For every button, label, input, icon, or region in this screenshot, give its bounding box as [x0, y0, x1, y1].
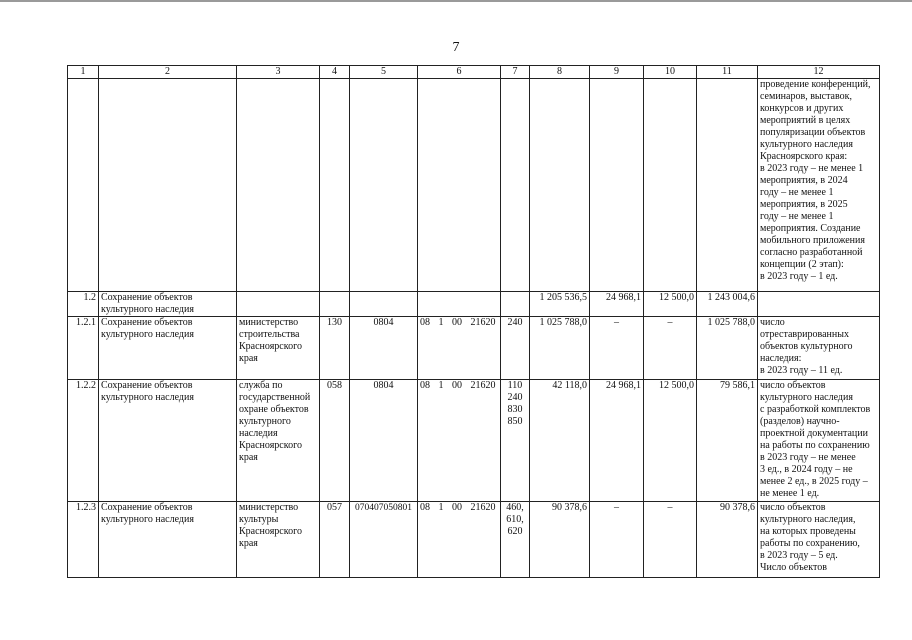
executor-cell: служба по государственной охране объектов культурного наследия Красноярского края — [237, 380, 320, 502]
csr-code: 08 1 00 21620 — [418, 317, 501, 380]
rzpr-code: 070407050801 — [350, 502, 418, 578]
column-number: 10 — [644, 66, 697, 79]
amount-2023: 1 025 788,0 — [530, 317, 590, 380]
amount-2024: 24 968,1 — [590, 292, 644, 317]
table-row — [68, 502, 880, 578]
amount-2025: – — [644, 317, 697, 380]
budget-table — [67, 65, 880, 578]
amount-2024: – — [590, 502, 644, 578]
csr-code: 08 1 00 21620 — [418, 502, 501, 578]
rzpr-code — [350, 292, 418, 317]
measure-name: Сохранение объектов культурного наследия — [99, 317, 237, 380]
column-number: 4 — [320, 66, 350, 79]
page-top-edge — [0, 0, 912, 2]
vr-code — [501, 292, 530, 317]
csr-code — [418, 292, 501, 317]
table-row — [68, 317, 880, 380]
column-number: 12 — [758, 66, 880, 79]
executor-cell — [237, 292, 320, 317]
csr-code: 08 1 00 21620 — [418, 380, 501, 502]
amount-2025: – — [644, 502, 697, 578]
indicator-cell — [758, 292, 880, 317]
grbs-code: 130 — [320, 317, 350, 380]
amount-total: 1 243 004,6 — [697, 292, 758, 317]
amount-total: 79 586,1 — [697, 380, 758, 502]
grbs-code: 058 — [320, 380, 350, 502]
item-number: 1.2.1 — [68, 317, 99, 380]
indicator-cell: число объектов культурного наследия с разработкой комплектов (разделов) научно- проектной документации на работы по сохранению в 2023 году – не менее 3 ед., в 2024 году – не менее 2 ед., в 2025 году – не менее 1 ед. — [758, 380, 880, 502]
column-number: 6 — [418, 66, 501, 79]
column-number: 1 — [68, 66, 99, 79]
item-number: 1.2.3 — [68, 502, 99, 578]
vr-code: 240 — [501, 317, 530, 380]
measure-name: Сохранение объектов культурного наследия — [99, 380, 237, 502]
amount-total: 1 025 788,0 — [697, 317, 758, 380]
amount-total: 90 378,6 — [697, 502, 758, 578]
page-number: 7 — [452, 40, 460, 55]
measure-name: Сохранение объектов культурного наследия — [99, 292, 237, 317]
column-number: 7 — [501, 66, 530, 79]
amount-2024: – — [590, 317, 644, 380]
column-number: 9 — [590, 66, 644, 79]
table-row — [68, 292, 880, 317]
amount-2023: 1 205 536,5 — [530, 292, 590, 317]
table-header-row — [68, 66, 880, 79]
measure-name: Сохранение объектов культурного наследия — [99, 502, 237, 578]
rzpr-code: 0804 — [350, 317, 418, 380]
table-row — [68, 380, 880, 502]
vr-code: 110 240 830 850 — [501, 380, 530, 502]
amount-2025: 12 500,0 — [644, 292, 697, 317]
column-number: 11 — [697, 66, 758, 79]
amount-2024: 24 968,1 — [590, 380, 644, 502]
amount-2025: 12 500,0 — [644, 380, 697, 502]
amount-2023: 90 378,6 — [530, 502, 590, 578]
column-number: 8 — [530, 66, 590, 79]
executor-cell: министерство культуры Красноярского края — [237, 502, 320, 578]
amount-2023: 42 118,0 — [530, 380, 590, 502]
indicator-cell: проведение конференций, семинаров, выставок, конкурсов и других мероприятий в целях популяризации объектов культурного наследия Красноярского края: в 2023 году – не менее 1 мероприятия, в 2024 году – не менее 1 мероприятия, в 2025 году – не менее 1 мероприятия. Создание мобильного приложения согласно разработанной концепции (2 этап): в 2023 году – 1 ед. — [758, 79, 880, 292]
indicator-cell: число объектов культурного наследия, на которых проведены работы по сохранению, в 2023 году – 5 ед. Число объектов — [758, 502, 880, 578]
item-number: 1.2.2 — [68, 380, 99, 502]
grbs-code: 057 — [320, 502, 350, 578]
vr-code: 460, 610, 620 — [501, 502, 530, 578]
grbs-code — [320, 292, 350, 317]
column-number: 2 — [99, 66, 237, 79]
executor-cell: министерство строительства Красноярского края — [237, 317, 320, 380]
table-row — [68, 79, 880, 292]
item-number: 1.2 — [68, 292, 99, 317]
rzpr-code: 0804 — [350, 380, 418, 502]
column-number: 3 — [237, 66, 320, 79]
column-number: 5 — [350, 66, 418, 79]
indicator-cell: число отреставрированных объектов культурного наследия: в 2023 году – 11 ед. — [758, 317, 880, 380]
